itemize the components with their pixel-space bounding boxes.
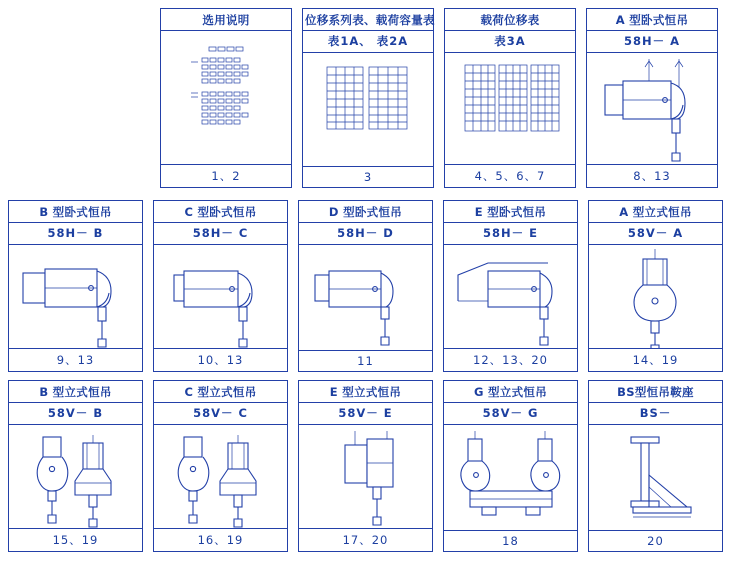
card-row-2 [8, 200, 731, 372]
card-header: G 型立式恒吊 [444, 381, 577, 403]
card-figure-vert-e [299, 425, 432, 528]
card-row-3 [8, 380, 731, 552]
card-type-g-vertical[interactable] [443, 380, 578, 552]
card-displacement-series-load-capacity[interactable] [302, 8, 434, 188]
card-subheader: 表3A [445, 31, 575, 53]
card-subheader: 58V－ B [9, 403, 142, 425]
card-header: A 型立式恒吊 [589, 201, 722, 223]
card-header: C 型立式恒吊 [154, 381, 287, 403]
card-footer: 17、20 [299, 528, 432, 551]
card-header: B 型立式恒吊 [9, 381, 142, 403]
card-figure-vert-b [9, 425, 142, 528]
card-subheader: 58V－ A [589, 223, 722, 245]
card-footer: 18 [444, 530, 577, 551]
card-subheader: 58H－ D [299, 223, 432, 245]
card-row-1 [160, 8, 731, 188]
card-figure-horiz-c [154, 245, 287, 348]
card-footer: 12、13、20 [444, 348, 577, 371]
card-type-e-vertical[interactable] [298, 380, 433, 552]
card-subheader: 58H－ C [154, 223, 287, 245]
card-footer: 14、19 [589, 348, 722, 371]
card-type-c-vertical[interactable] [153, 380, 288, 552]
card-footer: 15、19 [9, 528, 142, 551]
card-type-a-vertical[interactable] [588, 200, 723, 372]
card-bs-saddle[interactable] [588, 380, 723, 552]
card-figure-vert-c [154, 425, 287, 528]
card-header: E 型立式恒吊 [299, 381, 432, 403]
card-footer: 1、2 [161, 164, 291, 187]
card-figure-vert-g [444, 425, 577, 530]
card-figure-horiz-a [587, 53, 717, 164]
card-type-e-horizontal[interactable] [443, 200, 578, 372]
card-header: C 型卧式恒吊 [154, 201, 287, 223]
card-header: 位移系列表、载荷容量表 [303, 9, 433, 31]
card-header: E 型卧式恒吊 [444, 201, 577, 223]
card-figure-saddle [589, 425, 722, 530]
card-subheader: 表1A、 表2A [303, 31, 433, 53]
card-header: D 型卧式恒吊 [299, 201, 432, 223]
card-subheader: 58V－ E [299, 403, 432, 425]
card-footer: 10、13 [154, 348, 287, 371]
card-header: 载荷位移表 [445, 9, 575, 31]
card-footer: 11 [299, 350, 432, 371]
card-figure-horiz-d [299, 245, 432, 350]
card-figure-tables-three [445, 53, 575, 164]
card-type-d-horizontal[interactable] [298, 200, 433, 372]
card-subheader: 58V－ C [154, 403, 287, 425]
card-footer: 4、5、6、7 [445, 164, 575, 187]
card-footer: 3 [303, 166, 433, 187]
card-footer: 20 [589, 530, 722, 551]
card-header: B 型卧式恒吊 [9, 201, 142, 223]
card-subheader: 58V－ G [444, 403, 577, 425]
card-subheader: 58H－ E [444, 223, 577, 245]
card-type-a-horizontal[interactable] [586, 8, 718, 188]
card-type-b-horizontal[interactable] [8, 200, 143, 372]
card-header: 选用说明 [161, 9, 291, 31]
card-type-b-vertical[interactable] [8, 380, 143, 552]
card-type-c-horizontal[interactable] [153, 200, 288, 372]
card-footer: 8、13 [587, 164, 717, 187]
card-figure-tables-two [303, 53, 433, 166]
card-subheader: 58H－ A [587, 31, 717, 53]
card-subheader: BS－ [589, 403, 722, 425]
card-selection-notes[interactable] [160, 8, 292, 188]
card-figure-horiz-b [9, 245, 142, 348]
card-figure-text-list [161, 31, 291, 164]
card-load-displacement-table[interactable] [444, 8, 576, 188]
card-footer: 9、13 [9, 348, 142, 371]
card-figure-vert-a [589, 245, 722, 348]
card-header: A 型卧式恒吊 [587, 9, 717, 31]
card-header: BS型恒吊鞍座 [589, 381, 722, 403]
card-footer: 16、19 [154, 528, 287, 551]
card-subheader: 58H－ B [9, 223, 142, 245]
card-figure-horiz-e [444, 245, 577, 348]
